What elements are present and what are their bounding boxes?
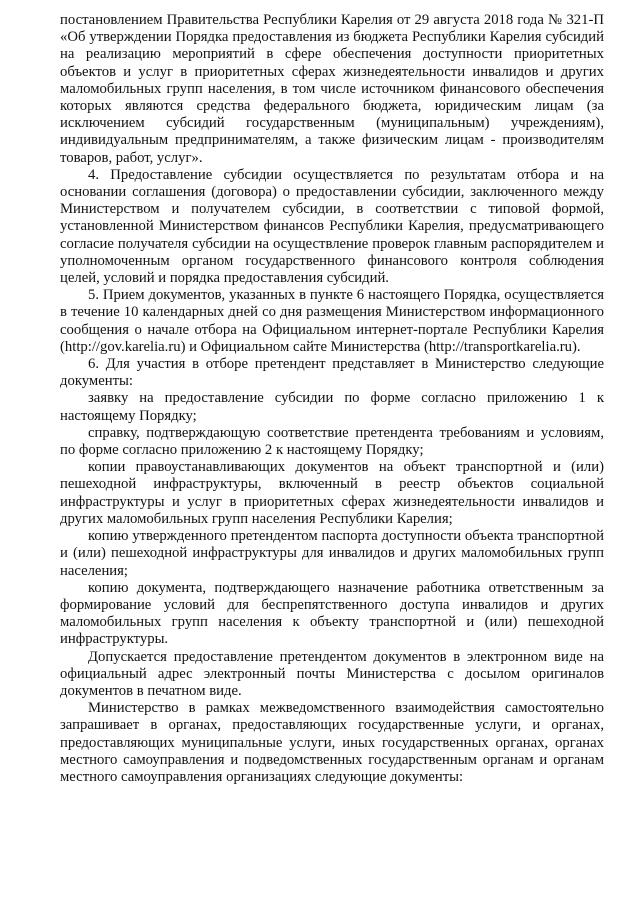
paragraph-subsidy-resolution: постановлением Правительства Республики Карелия от 29 августа 2018 года № 321-П «Об утверждении Порядка предоставления из бюджета Республики Карелия субсидий на реализацию мероприятий в сфере обеспечения доступности приоритетных объектов и услуг в приоритетных сферах жизнедеятельности инвалидов и других маломобильных групп населения, в том числе источником финансового обеспечения которых являются средства федерального бюджета, юридическим лицам (за исключением субсидий государственным (муниципальным) учреждениям), индивидуальным предпринимателям, а также физическим лицам - производителям товаров, работ, услуг». — [60, 12, 604, 166]
paragraph-accessibility-passport: копию утвержденного претендентом паспорта доступности объекта транспортной и (или) пешеходной инфраструктуры для инвалидов и других маломобильных групп населения; — [60, 528, 604, 579]
paragraph-item-4: 4. Предоставление субсидии осуществляется по результатам отбора и на основании соглашения (договора) о предоставлении субсидии, заключенного между Министерством и получателем субсидии, в соответствии с типовой формой, установленной Министерством финансов Республики Карелия, предусматривающего согласие получателя субсидии на осуществление проверок главным распорядителем и уполномоченным органом государственного финансового контроля соблюдения целей, условий и порядка предоставления субсидий. — [60, 166, 604, 287]
paragraph-application: заявку на предоставление субсидии по форме согласно приложению 1 к настоящему Порядку; — [60, 390, 604, 424]
paragraph-electronic-submission: Допускается предоставление претендентом документов в электронном виде на официальный адрес электронный почты Министерства с досылом оригиналов документов в печатном виде. — [60, 648, 604, 699]
paragraph-title-documents: копии правоустанавливающих документов на объект транспортной и (или) пешеходной инфраструктуры, включенный в реестр объектов социальной инфраструктуры и услуг в приоритетных сферах жизнедеятельности инвалидов и других маломобильных групп населения Республики Карелия; — [60, 459, 604, 527]
paragraph-interagency-requests: Министерство в рамках межведомственного взаимодействия самостоятельно запрашивает в органах, предоставляющих государственные услуги, и органах, предоставляющих муниципальные услуги, иных государственных органах, органах местного самоуправления и подведомственных государственным органам и органам местного самоуправления организациях следующие документы: — [60, 700, 604, 785]
paragraph-item-5: 5. Прием документов, указанных в пункте 6 настоящего Порядка, осуществляется в течение 10 календарных дней со дня размещения Министерством информационного сообщения о начале отбора на Официальном интернет-портале Республики Карелия (http://gov.karelia.ru) и Официальном сайте Министерства (http://transportkarelia.ru). — [60, 287, 604, 355]
paragraph-responsible-employee: копию документа, подтверждающего назначение работника ответственным за формирование условий для беспрепятственного доступа инвалидов и других маломобильных групп населения к объекту транспортной и (или) пешеходной инфраструктуры. — [60, 579, 604, 648]
paragraph-item-6: 6. Для участия в отборе претендент представляет в Министерство следующие документы: — [60, 356, 604, 390]
paragraph-certificate: справку, подтверждающую соответствие претендента требованиям и условиям, по форме согласно приложению 2 к настоящему Порядку; — [60, 424, 604, 459]
